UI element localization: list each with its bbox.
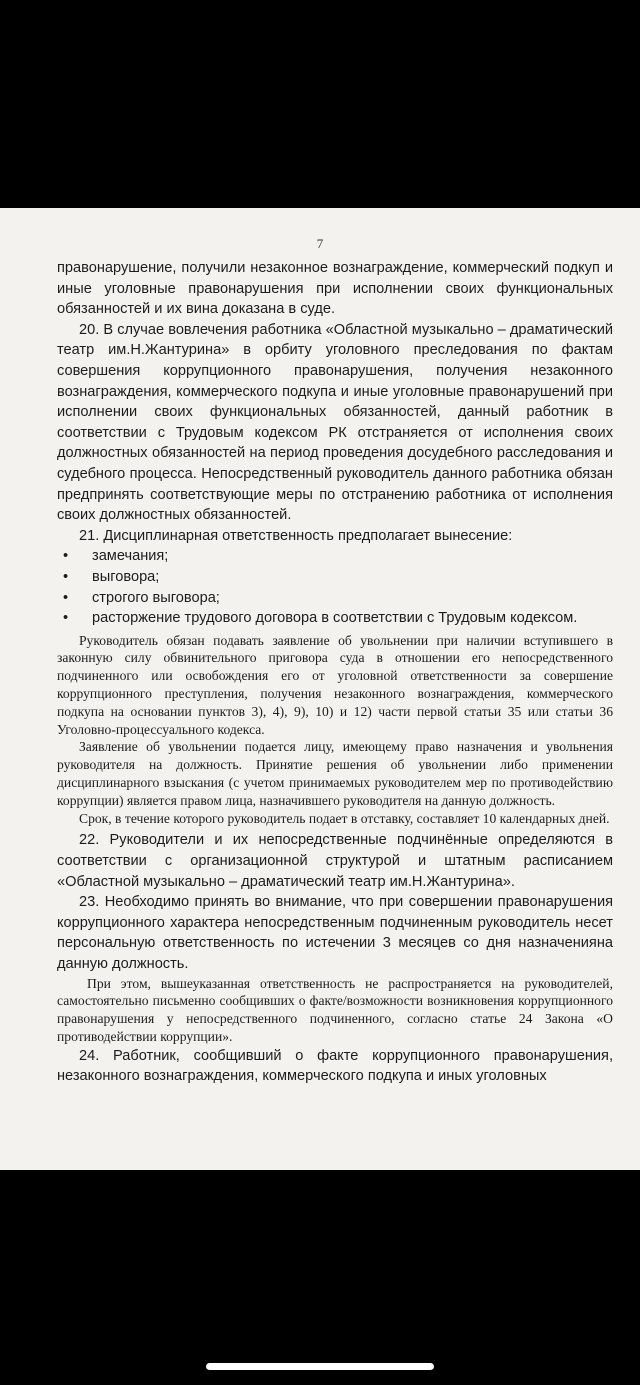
paragraph-dismissal-submission: Заявление об увольнении подается лицу, имеющему право назначения и увольнения руководителя на должность. Принятие решения об увольнении либо применении дисциплинарного взыскания (с учетом принимаемых руководителем мер по противодействию коррупции) является правом лица, назначившего руководителя на данную должность. xyxy=(57,739,613,808)
penalty-list xyxy=(57,546,613,628)
page-number: 7 xyxy=(316,236,324,251)
paragraph-dismissal-application: Руководитель обязан подавать заявление об увольнении при наличии вступившего в законную силу обвинительного приговора суда в отношении его непосредственного подчиненного или освобождения его от уголовной ответственности за совершение коррупционного преступления, получения незаконного вознаграждения, коммерческого подкупа на основании пунктов 3), 4), 9), 10) и 12) части первой статьи 35 или статьи 36 Уголовно-процессуального кодекса. xyxy=(57,632,613,737)
home-indicator[interactable] xyxy=(206,1363,434,1370)
paragraph-responsibility-exception: При этом, вышеуказанная ответственность не распространяется на руководителей, самостоятельно письменно сообщивших о факте/возможности возникновения коррупционного правонарушения у непосредственного подчиненного, согласно статье 24 Закона «О противодействии коррупции». xyxy=(57,975,613,1044)
paragraph-resignation-term: Срок, в течение которого руководитель подает в отставку, составляет 10 календарных дней. xyxy=(79,810,610,826)
paragraph-22: 22. Руководители и их непосредственные подчинённые определяются в соответствии с организационной структурой и штатным расписанием «Областной музыкально – драматический театр им.Н.Жантурина». xyxy=(57,832,613,890)
paragraph-continuation: правонарушение, получили незаконное вознаграждение, коммерческий подкуп и иные уголовные правонарушения при исполнении своих функциональных обязанностей и их вина доказана в суде. xyxy=(57,260,613,318)
list-item: • замечания; xyxy=(57,546,613,567)
paragraph-24: 24. Работник, сообщивший о факте коррупционного правонарушения, незаконного вознаграждения, коммерческого подкупа и иных уголовных xyxy=(57,1047,613,1085)
paragraph-20: 20. В случае вовлечения работника «Областной музыкально – драматический театр им.Н.Жантурина» в орбиту уголовного преследования по фактам совершения коррупционного правонарушения, получения незаконного вознаграждения, коммерческого подкупа и иные уголовные правонарушений при исполнении своих функциональных обязанностей, данный работник в соответствии с Трудовым кодексом РК отстраняется от исполнения своих должностных обязанностей на период проведения досудебного расследования и судебного процесса. Непосредственный руководитель данного работника обязан предпринять соответствующие меры по отстранению работника от исполнения своих должностных обязанностей. xyxy=(57,321,613,524)
paragraph-23: 23. Необходимо принять во внимание, что при совершении правонарушения коррупционного характера непосредственным подчиненным руководитель несет персональную ответственность по истечении 3 месяцев со дня назначенияна данную должность. xyxy=(57,894,613,973)
paragraph-21: 21. Дисциплинарная ответственность предполагает вынесение: xyxy=(79,527,513,544)
list-item: • расторжение трудового договора в соответствии с Трудовым кодексом. xyxy=(57,608,613,629)
list-item: • выговора; xyxy=(57,567,613,588)
list-item: • строгого выговора; xyxy=(57,588,613,609)
document-page xyxy=(0,208,640,1170)
document-body xyxy=(57,258,613,1087)
